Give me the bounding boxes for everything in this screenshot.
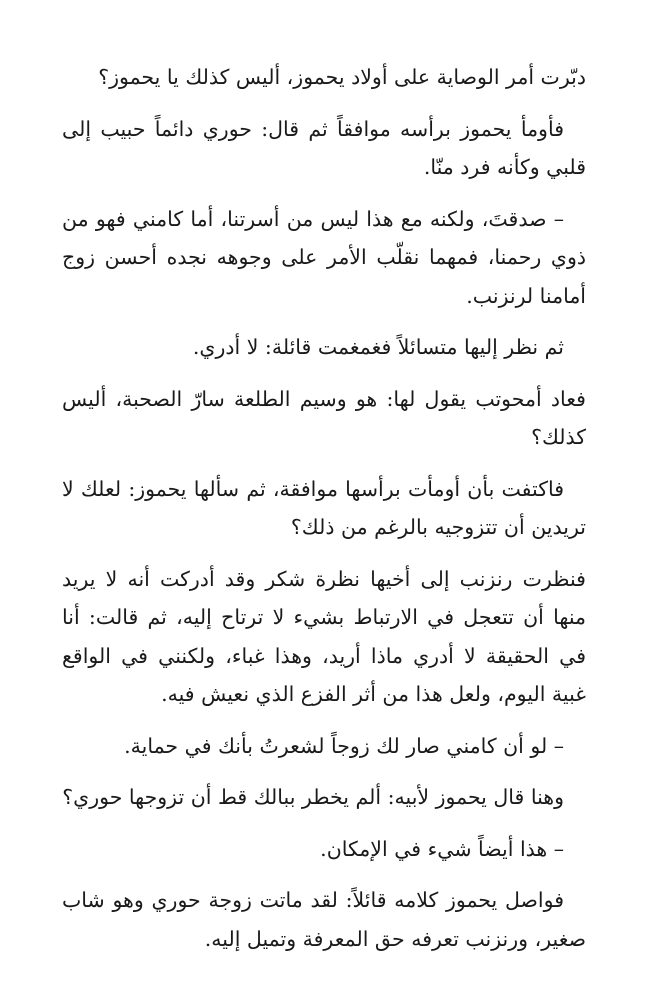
paragraph-11: فواصل يحموز كلامه قائلاً: لقد ماتت زوجة حوري وهو شاب صغير، ورنزنب تعرفه حق المعرفة وتميل إليه.	[62, 888, 586, 951]
paragraph-6: فاكتفت بأن أومأت برأسها موافقة، ثم سألها يحموز: لعلك لا تريدين أن تتزوجيه بالرغم من ذلك؟	[62, 476, 586, 539]
paragraph-5: فعاد أمحوتب يقول لها: هو وسيم الطلعة سارّ الصحبة، أليس كذلك؟	[62, 386, 586, 449]
paragraph-9: وهنا قال يحموز لأبيه: ألم يخطر ببالك قط أن تزوجها حوري؟	[62, 785, 564, 809]
book-page	[62, 58, 586, 971]
paragraph-7: فنظرت رنزنب إلى أخيها نظرة شكر وقد أدركت أنه لا يريد منها أن تتعجل في الارتباط بشيء لا ترتاح إليه، ثم قالت: أنا في الحقيقة لا أدري ماذا أريد، وهذا غباء، ولكنني في الواقع غبية اليوم، ولعل هذا من أثر الفزع الذي نعيش فيه.	[62, 566, 586, 706]
paragraph-8: – لو أن كامني صار لك زوجاً لشعرتُ بأنك في حماية.	[124, 733, 564, 758]
paragraph-4: ثم نظر إليها متسائلاً فغمغمت قائلة: لا أدري.	[192, 335, 564, 359]
paragraph-1: دبّرت أمر الوصاية على أولاد يحموز، أليس كذلك يا يحموز؟	[98, 65, 586, 89]
paragraph-10: – هذا أيضاً شيء في الإمكان.	[320, 836, 564, 861]
paragraph-3: – صدقتَ، ولكنه مع هذا ليس من أسرتنا، أما كامني فهو من ذوي رحمنا، فمهما نقلّب الأمر على وجوهه نجده أحسن زوج أمامنا لرنزنب.	[62, 206, 586, 308]
paragraph-2: فأومأ يحموز برأسه موافقاً ثم قال: حوري دائماً حبيب إلى قلبي وكأنه فرد منّا.	[62, 116, 586, 179]
